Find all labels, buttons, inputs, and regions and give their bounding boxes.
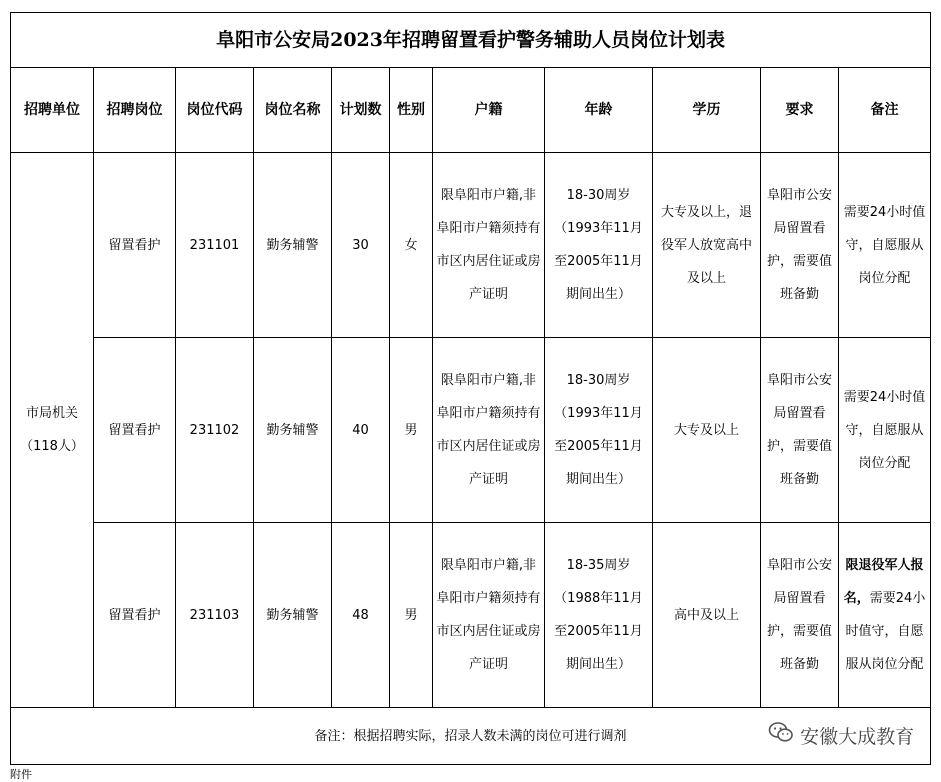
recruitment-plan-table bbox=[10, 12, 931, 765]
name-cell: 勤务辅警 bbox=[254, 523, 332, 708]
remark-cell bbox=[839, 523, 931, 708]
age-cell: 18-30周岁（1993年11月至2005年11月期间出生） bbox=[545, 338, 653, 523]
code-cell: 231103 bbox=[176, 523, 254, 708]
header-remark: 备注 bbox=[839, 68, 931, 153]
table-row bbox=[11, 153, 931, 338]
count-cell: 48 bbox=[332, 523, 390, 708]
footnote-cell bbox=[11, 708, 931, 765]
hukou-cell: 限阜阳市户籍,非阜阳市户籍须持有市区内居住证或房产证明 bbox=[433, 523, 545, 708]
unit-cell: 市局机关（118人） bbox=[11, 153, 94, 708]
remark-bold: 限退役军人报名， bbox=[843, 558, 924, 606]
count-cell: 40 bbox=[332, 338, 390, 523]
age-cell: 18-30周岁（1993年11月至2005年11月期间出生） bbox=[545, 153, 653, 338]
requirement-cell: 阜阳市公安局留置看护，需要值班备勤 bbox=[761, 523, 839, 708]
header-requirement: 要求 bbox=[761, 68, 839, 153]
gender-cell: 女 bbox=[390, 153, 433, 338]
watermark-text: 安徽大成教育 bbox=[800, 726, 915, 748]
post-cell: 留置看护 bbox=[94, 338, 176, 523]
header-count: 计划数 bbox=[332, 68, 390, 153]
table-row bbox=[11, 338, 931, 523]
education-cell: 大专及以上，退役军人放宽高中及以上 bbox=[653, 153, 761, 338]
wechat-icon bbox=[768, 721, 794, 754]
watermark bbox=[768, 721, 914, 754]
remark-text: 需要24小时值守，自愿服从岗位分配 bbox=[843, 389, 926, 471]
gender-cell: 男 bbox=[390, 338, 433, 523]
code-cell: 231101 bbox=[176, 153, 254, 338]
header-age: 年龄 bbox=[545, 68, 653, 153]
remark-text: 需要24小时值守，自愿服从岗位分配 bbox=[845, 591, 926, 672]
education-cell: 高中及以上 bbox=[653, 523, 761, 708]
bottom-fragment: 附件 bbox=[10, 768, 32, 781]
gender-cell: 男 bbox=[390, 523, 433, 708]
name-cell: 勤务辅警 bbox=[254, 153, 332, 338]
header-unit: 招聘单位 bbox=[11, 68, 94, 153]
age-cell: 18-35周岁（1988年11月至2005年11月期间出生） bbox=[545, 523, 653, 708]
header-hukou: 户籍 bbox=[433, 68, 545, 153]
header-education: 学历 bbox=[653, 68, 761, 153]
header-code: 岗位代码 bbox=[176, 68, 254, 153]
remark-cell bbox=[839, 338, 931, 523]
requirement-cell: 阜阳市公安局留置看护，需要值班备勤 bbox=[761, 338, 839, 523]
hukou-cell: 限阜阳市户籍,非阜阳市户籍须持有市区内居住证或房产证明 bbox=[433, 338, 545, 523]
name-cell: 勤务辅警 bbox=[254, 338, 332, 523]
education-cell: 大专及以上 bbox=[653, 338, 761, 523]
post-cell: 留置看护 bbox=[94, 523, 176, 708]
remark-cell bbox=[839, 153, 931, 338]
count-cell: 30 bbox=[332, 153, 390, 338]
code-cell: 231102 bbox=[176, 338, 254, 523]
footnote-text: 备注：根据招聘实际，招录人数未满的岗位可进行调剂 bbox=[314, 728, 627, 744]
header-name: 岗位名称 bbox=[254, 68, 332, 153]
hukou-cell: 限阜阳市户籍,非阜阳市户籍须持有市区内居住证或房产证明 bbox=[433, 153, 545, 338]
requirement-cell: 阜阳市公安局留置看护，需要值班备勤 bbox=[761, 153, 839, 338]
remark-text: 需要24小时值守，自愿服从岗位分配 bbox=[843, 204, 926, 286]
header-gender: 性别 bbox=[390, 68, 433, 153]
header-post: 招聘岗位 bbox=[94, 68, 176, 153]
table-row bbox=[11, 523, 931, 708]
post-cell: 留置看护 bbox=[94, 153, 176, 338]
table-title: 阜阳市公安局2023年招聘留置看护警务辅助人员岗位计划表 bbox=[11, 13, 931, 68]
